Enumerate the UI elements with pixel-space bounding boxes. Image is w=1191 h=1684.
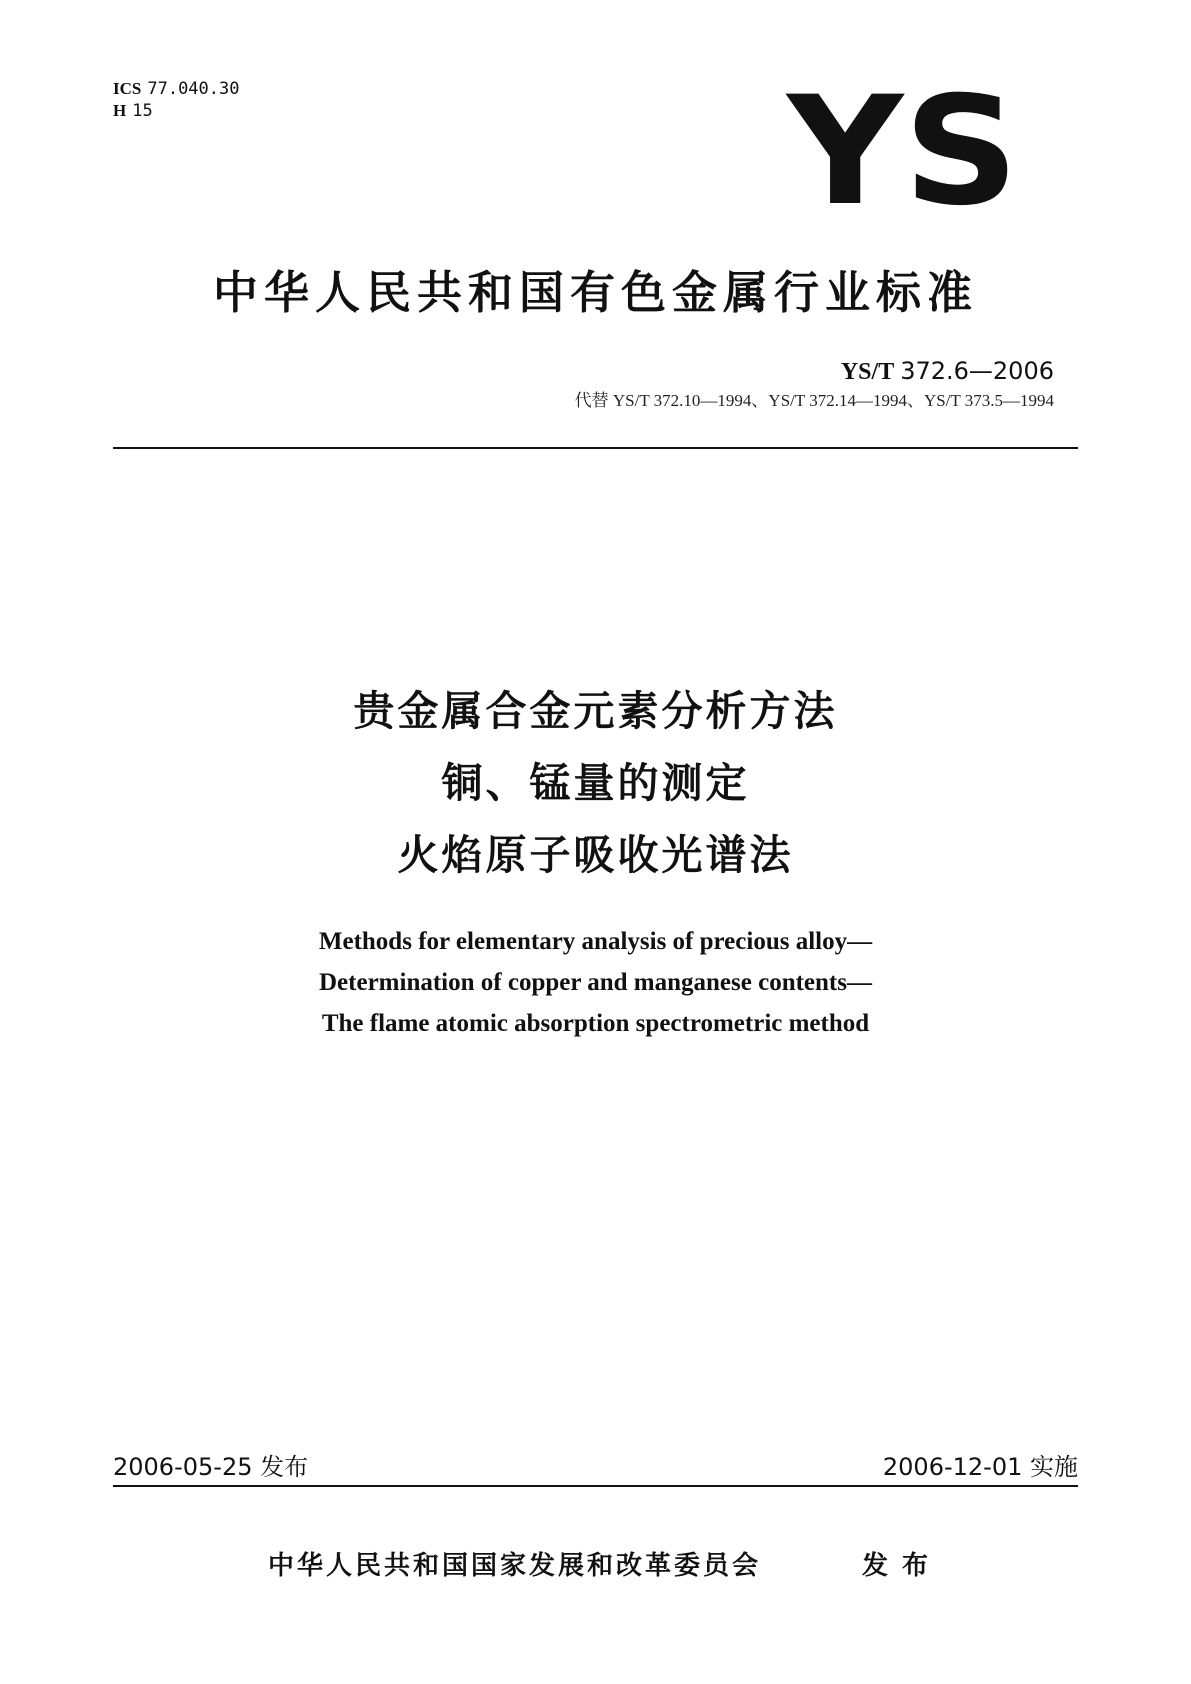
title-cn-line-3: 火焰原子吸收光谱法 — [397, 831, 794, 879]
ccs-line — [113, 100, 239, 122]
footer-divider — [113, 1485, 1078, 1487]
ccs-code: 15 — [132, 101, 153, 121]
standard-number — [841, 357, 1054, 386]
title-en-line-3: The flame atomic absorption spectrometric method — [321, 1010, 870, 1037]
ics-label: ICS — [113, 79, 142, 98]
ys-logo-text: YS — [784, 85, 1019, 215]
title-en-line-2: Determination of copper and manganese contents— — [319, 969, 872, 996]
ccs-label: H — [113, 101, 127, 120]
standard-number-prefix: YS/T — [840, 359, 895, 385]
publisher-action: 发布 — [862, 1551, 943, 1581]
title-en-line-1: Methods for elementary analysis of precious alloy— — [318, 928, 873, 955]
standard-category-title: 中华人民共和国有色金属行业标准 — [212, 266, 978, 319]
ics-classification — [113, 78, 239, 122]
publisher-name: 中华人民共和国国家发展和改革委员会 — [268, 1551, 762, 1581]
header-divider — [113, 447, 1078, 449]
issue-date: 2006-05-25 发布 — [113, 1453, 309, 1481]
ics-code: 77.040.30 — [147, 79, 240, 99]
replaces-standards: 代替 YS/T 372.10—1994、YS/T 372.14—1994、YS/T 373.5—1994 — [574, 391, 1054, 410]
standard-number-value: 372.6—2006 — [900, 357, 1054, 385]
title-cn-line-1: 贵金属合金元素分析方法 — [353, 687, 838, 735]
title-cn-line-2: 铜、锰量的测定 — [441, 759, 750, 807]
ys-logo — [783, 85, 1023, 215]
ics-line — [113, 78, 239, 100]
implementation-date: 2006-12-01 实施 — [882, 1453, 1078, 1481]
